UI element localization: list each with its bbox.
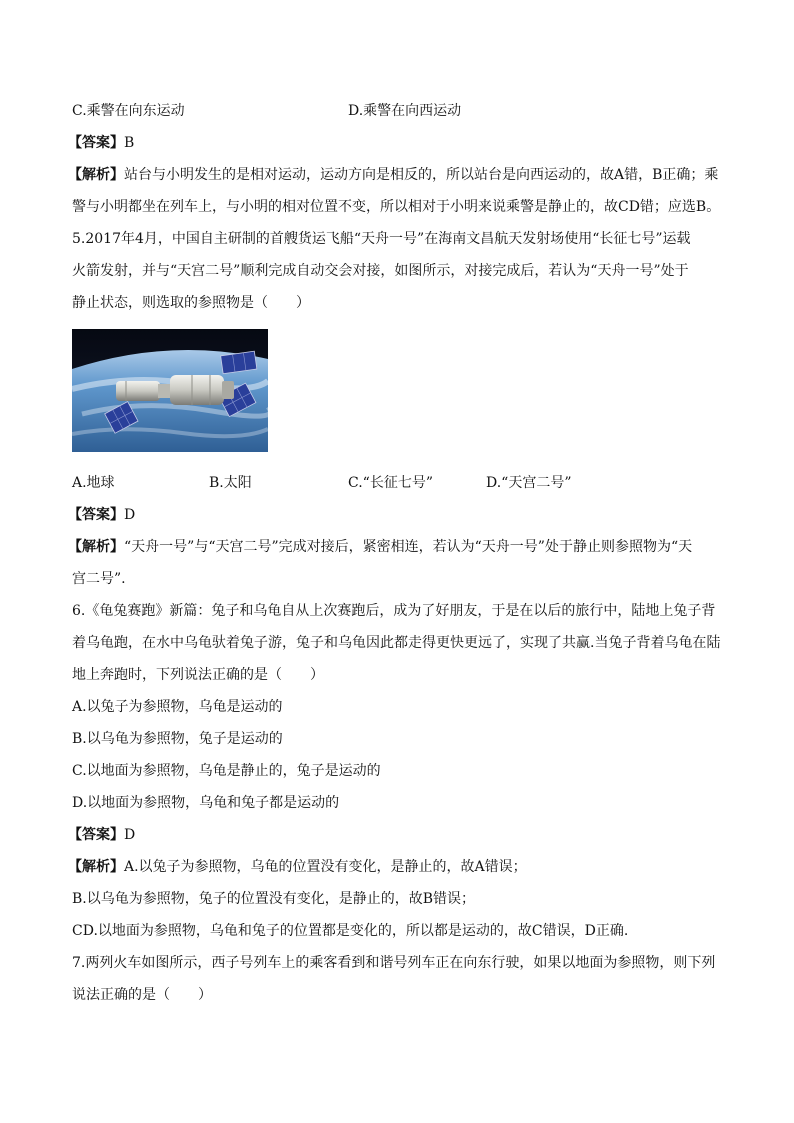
- q5-option-c: C.“长征七号”: [348, 475, 433, 491]
- q5-analysis-line-2: 宫二号”.: [72, 571, 126, 587]
- q6-stem-line-2: 着乌龟跑，在水中乌龟驮着兔子游，兔子和乌龟因此都走得更快更远了，实现了共赢.当兔子背着乌龟在陆: [72, 635, 721, 651]
- q6-option-c: C.以地面为参照物，乌龟是静止的，兔子是运动的: [72, 763, 381, 779]
- q5-option-a: A.地球: [72, 475, 115, 491]
- q4-answer: [68, 133, 135, 153]
- q5-answer: [68, 505, 136, 525]
- q6-answer: [68, 825, 136, 845]
- q6-option-d: D.以地面为参照物，乌龟和兔子都是运动的: [72, 795, 340, 811]
- analysis-text: “天舟一号”与“天宫二号”完成对接后，紧密相连，若认为“天舟一号”处于静止则参照物为“天: [124, 539, 693, 555]
- q5-option-d: D.“天宫二号”: [486, 475, 572, 491]
- answer-tag: 【答案】: [68, 507, 124, 523]
- analysis-text: A.以兔子为参照物，乌龟的位置没有变化，是静止的，故A错误；: [124, 859, 527, 875]
- q4-option-d: D.乘警在向西运动: [348, 103, 462, 119]
- answer-tag: 【答案】: [68, 827, 124, 843]
- q4-option-c: C.乘警在向东运动: [72, 103, 185, 119]
- spacecraft-docking-image: [72, 329, 268, 452]
- analysis-tag: 【解析】: [68, 859, 124, 875]
- q6-stem-line-1: 6.《龟兔赛跑》新篇：兔子和乌龟自从上次赛跑后，成为了好朋友，于是在以后的旅行中，陆地上兔子背: [72, 603, 716, 619]
- analysis-text: 站台与小明发生的是相对运动，运动方向是相反的，所以站台是向西运动的，故A错，B正确；乘: [124, 167, 719, 183]
- answer-value: B: [124, 135, 135, 151]
- q6-option-b: B.以乌龟为参照物，兔子是运动的: [72, 731, 283, 747]
- answer-value: D: [124, 827, 136, 843]
- q4-analysis-line-2: 警与小明都坐在列车上，与小明的相对位置不变，所以相对于小明来说乘警是静止的，故CD错；应选B。: [72, 199, 721, 215]
- analysis-tag: 【解析】: [68, 167, 124, 183]
- q5-option-b: B.太阳: [209, 475, 252, 491]
- q6-analysis-line-2: B.以乌龟为参照物，兔子的位置没有变化，是静止的，故B错误；: [72, 891, 476, 907]
- q5-stem-line-1: 5.2017年4月，中国自主研制的首艘货运飞船“天舟一号”在海南文昌航天发射场使用“长征七号”运载: [72, 231, 691, 247]
- q5-stem-line-3: 静止状态，则选取的参照物是（ ）: [72, 295, 310, 311]
- q7-stem-line-2: 说法正确的是（ ）: [72, 987, 212, 1003]
- q5-stem-line-2: 火箭发射，并与“天宫二号”顺利完成自动交会对接，如图所示，对接完成后，若认为“天舟一号”处于: [72, 263, 689, 279]
- q6-stem-line-3: 地上奔跑时，下列说法正确的是（ ）: [72, 667, 324, 683]
- q7-stem-line-1: 7.两列火车如图所示，西子号列车上的乘客看到和谐号列车正在向东行驶，如果以地面为参照物，则下列: [72, 955, 716, 971]
- analysis-tag: 【解析】: [68, 539, 124, 555]
- q6-analysis-line-1: [68, 857, 527, 877]
- q4-analysis-line-1: [68, 165, 719, 185]
- q6-option-a: A.以兔子为参照物，乌龟是运动的: [72, 699, 283, 715]
- q6-analysis-line-3: CD.以地面为参照物，乌龟和兔子的位置都是变化的，所以都是运动的，故C错误，D正确.: [72, 923, 629, 939]
- answer-tag: 【答案】: [68, 135, 124, 151]
- q5-analysis-line-1: [68, 537, 693, 557]
- answer-value: D: [124, 507, 136, 523]
